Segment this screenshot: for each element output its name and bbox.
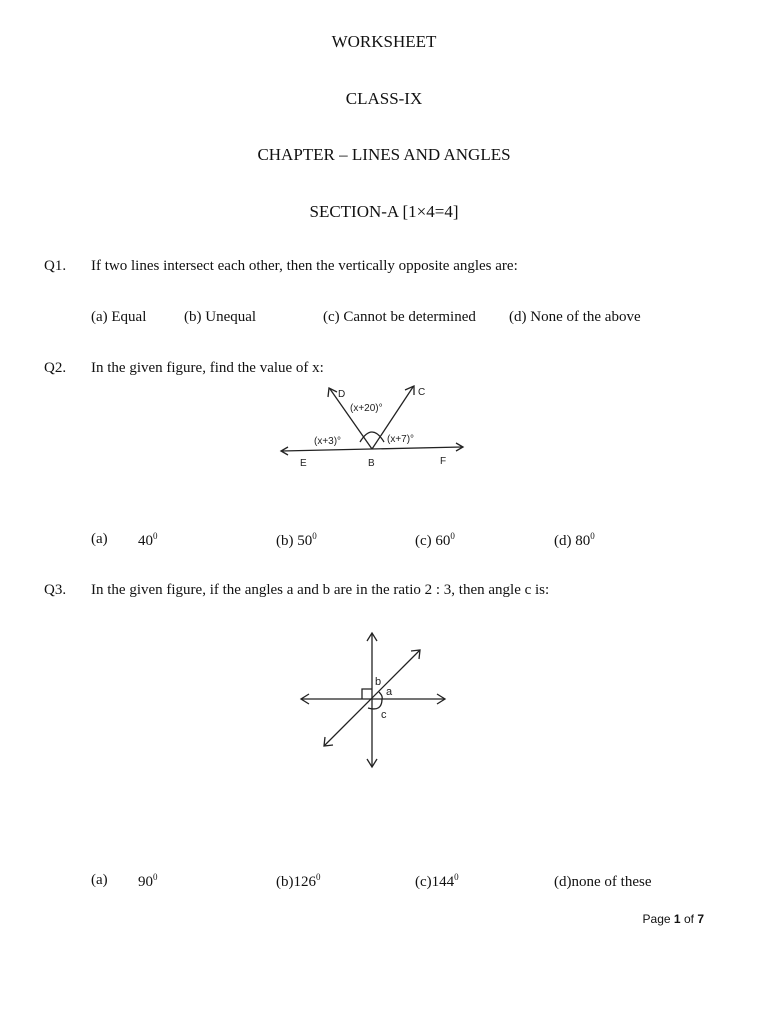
angle-arc-a xyxy=(379,692,382,699)
point-label-f: F xyxy=(440,456,447,467)
angle-label-a: a xyxy=(386,686,393,698)
right-angle-mark xyxy=(362,689,372,699)
point-label-b: B xyxy=(368,458,375,469)
q2-text: In the given figure, find the value of x: xyxy=(91,360,324,376)
q3-option-a-letter: (a) xyxy=(91,872,108,888)
point-label-e: E xyxy=(300,458,307,469)
q1-option-c: (c) Cannot be determined xyxy=(323,309,476,325)
angle-label-left: (x+3)° xyxy=(314,436,342,447)
q2-option-a-letter: (a) xyxy=(91,531,108,547)
q2-option-d: (d) $80^0$ xyxy=(554,531,595,549)
q2-option-b: (b) $50^0$ xyxy=(276,531,317,549)
point-label-d: D xyxy=(338,389,346,400)
q2-option-a-value: $40^0$ xyxy=(138,531,158,549)
q3-figure xyxy=(296,628,450,772)
q3-option-d: (d)none of these xyxy=(554,874,652,890)
q1-option-a: (a) Equal xyxy=(91,309,147,325)
angle-label-b: b xyxy=(375,676,382,688)
q2-option-c: (c) $60^0$ xyxy=(415,531,455,549)
angle-arc-dbc xyxy=(360,432,384,442)
angle-label-top: (x+20)° xyxy=(350,403,383,414)
q3-option-a-value: $90^0$ xyxy=(138,872,158,890)
point-label-c: C xyxy=(418,387,426,398)
class-heading: CLASS-IX xyxy=(345,89,423,108)
q3-option-b: $(b)126^0$ xyxy=(276,872,321,890)
q1-option-d: (d) None of the above xyxy=(509,309,641,325)
q1-option-b: (b) Unequal xyxy=(184,309,257,325)
angle-label-c: c xyxy=(381,709,387,721)
q3-number: Q3. xyxy=(44,582,67,598)
section-heading: SECTION-A [1×4=4] xyxy=(309,202,459,221)
q1-number: Q1. xyxy=(44,258,67,274)
chapter-heading: CHAPTER – LINES AND ANGLES xyxy=(257,145,511,164)
page-number: Page 1 of 7 xyxy=(642,912,704,926)
worksheet-title: WORKSHEET xyxy=(331,32,437,51)
q3-option-c: $(c)144^0$ xyxy=(415,872,459,890)
q1-text: If two lines intersect each other, then the vertically opposite angles are: xyxy=(91,258,518,274)
q3-text: In the given figure, if the angles a and b are in the ratio 2 : 3, then angle c is: xyxy=(91,582,550,598)
angle-label-right: (x+7)° xyxy=(387,434,415,445)
q2-figure xyxy=(276,380,472,472)
q2-number: Q2. xyxy=(44,360,67,376)
